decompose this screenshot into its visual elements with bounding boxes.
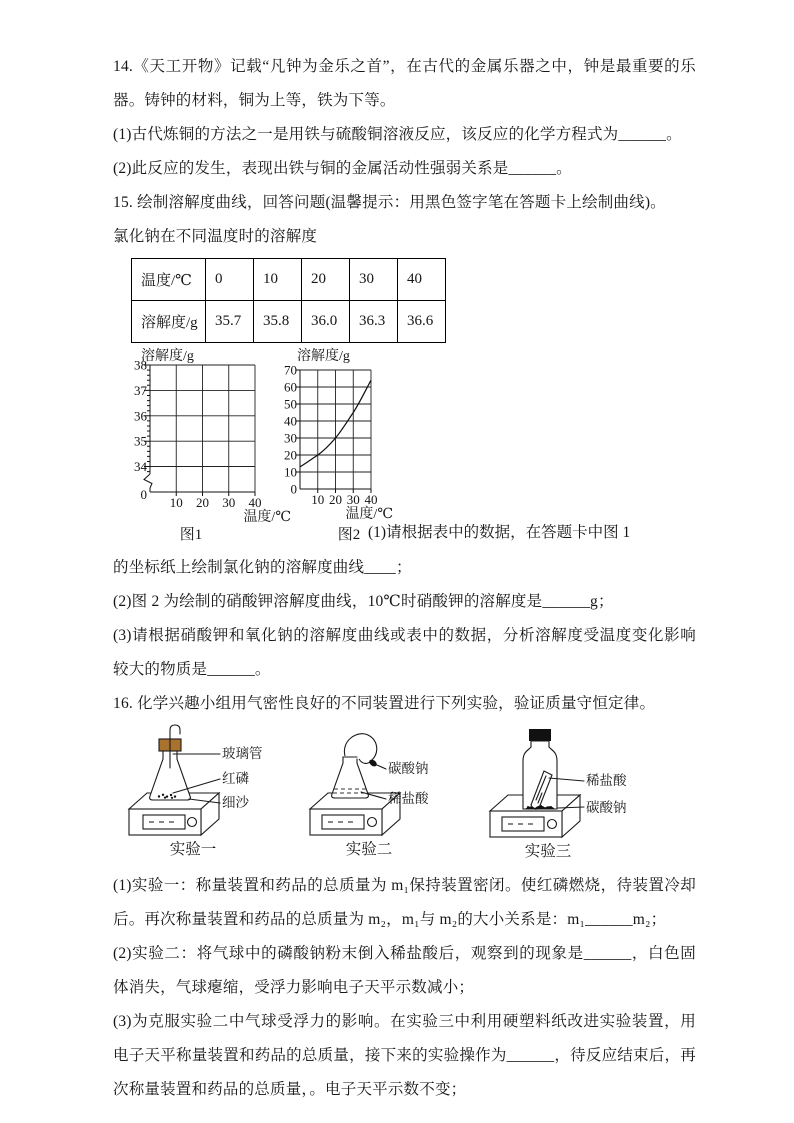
table-cell: 36.3 <box>350 301 398 343</box>
q15-part1-start: (1)请根据表中的数据，在答题卡中图 1 <box>368 524 631 541</box>
table-row-solubility <box>132 301 446 343</box>
y-tick-label: 40 <box>284 413 297 429</box>
table-row-temperature <box>132 259 446 301</box>
erlenmeyer-flask <box>150 725 191 800</box>
y-tick-label: 30 <box>284 430 297 446</box>
x-tick-label: 30 <box>346 492 360 507</box>
q16-part2: (2)实验二：将气球中的磷酸钠粉末倒入稀盐酸后，观察到的现象是______，白色固体消失，气球瘪缩，受浮力影响电子天平示数减小； <box>113 945 696 996</box>
experiment-figures <box>113 723 696 867</box>
y-tick-label: 36 <box>134 408 147 424</box>
figure2-caption: 图2 <box>337 527 361 543</box>
experiment2-figure <box>305 723 440 865</box>
table-cell: 20 <box>302 259 350 301</box>
solubility-charts <box>113 347 696 551</box>
figure2-x-ticks <box>318 489 371 493</box>
x-tick-label: 10 <box>169 495 183 510</box>
label-dilute-hcl: 稀盐酸 <box>388 791 429 806</box>
balance-scale <box>310 793 400 835</box>
figure2-x-axis-label: 温度/℃ <box>345 507 393 522</box>
x-tick-label: 20 <box>329 492 342 507</box>
figure1-gridlines <box>150 365 255 492</box>
y-tick-label: 37 <box>134 382 147 398</box>
y-tick-label: 60 <box>284 379 297 395</box>
y-tick-label: 34 <box>134 459 147 474</box>
table-header-solubility: 溶解度/g <box>132 301 206 343</box>
figure2-y-axis-label: 溶解度/g <box>297 349 350 364</box>
label-red-phosphorus: 红磷 <box>222 771 249 786</box>
x-tick-label: 30 <box>222 495 236 510</box>
experiment3-caption: 实验三 <box>524 843 572 860</box>
q15-intro: 15. 绘制溶解度曲线，回答问题(温馨提示：用黑色签字笔在答题卡上绘制曲线)。 <box>113 194 666 211</box>
y-tick-label: 50 <box>284 396 297 412</box>
q15-part2: (2)图 2 为绘制的硝酸钾溶解度曲线，10℃时硝酸钾的溶解度是______g； <box>113 593 614 610</box>
figure2-gridlines <box>300 370 371 489</box>
experiment2-caption: 实验二 <box>345 841 393 858</box>
y-tick-label: 0 <box>290 481 297 497</box>
bottle-cap <box>529 729 551 741</box>
table-cell: 35.8 <box>254 301 302 343</box>
label-sodium-carbonate: 碳酸钠 <box>586 800 627 815</box>
y-tick-label: 35 <box>134 433 147 449</box>
figure2-kno3-curve-chart <box>284 347 393 543</box>
figure1-x-ticks <box>176 492 255 496</box>
q14-part2: (2)此反应的发生，表现出铁与铜的金属活动性强弱关系是______。 <box>113 160 572 177</box>
origin-label: 0 <box>140 487 147 502</box>
figure1-x-axis-label: 温度/℃ <box>243 510 291 525</box>
table-cell: 10 <box>254 259 302 301</box>
figure1-y-axis-label: 溶解度/g <box>141 349 194 364</box>
q15-table-title: 氯化钠在不同温度时的溶解度 <box>113 228 318 245</box>
label-dilute-hcl: 稀盐酸 <box>586 773 627 788</box>
experiment1-figure <box>113 723 265 865</box>
plastic-bottle <box>523 729 557 809</box>
y-tick-label: 10 <box>284 464 297 480</box>
experiment3-figure <box>478 723 633 865</box>
table-cell: 30 <box>350 259 398 301</box>
q16-part3: (3)为克服实验二中气球受浮力的影响。在实验三中利用硬塑料纸改进实验装置，用电子天平称量装置和药品的总质量，接下来的实验操作为______，待反应结束后，再次称量装置和药品的总质量，。电子天平示数不变； <box>113 1013 696 1098</box>
label-fine-sand: 细沙 <box>222 795 249 810</box>
charts-canvas <box>121 347 411 547</box>
table-cell: 0 <box>206 259 254 301</box>
label-glass-tube: 玻璃管 <box>222 746 263 761</box>
table-cell: 35.7 <box>206 301 254 343</box>
y-tick-label: 20 <box>284 447 297 463</box>
experiment1-caption: 实验一 <box>169 841 217 858</box>
q14-intro: 14.《天工开物》记载“凡钟为金乐之首”，在古代的金属乐器之中，钟是最重要的乐器。铸钟的材料，铜为上等，铁为下等。 <box>113 58 696 109</box>
figure1-empty-grid-chart <box>134 347 291 543</box>
x-tick-label: 20 <box>196 495 209 510</box>
y-tick-label: 38 <box>134 357 147 373</box>
q15-part3: (3)请根据硝酸钾和氧化钠的溶解度曲线或表中的数据，分析溶解度受温度变化影响较大的物质是______。 <box>113 627 696 678</box>
x-tick-label: 40 <box>364 492 378 507</box>
label-sodium-carbonate: 碳酸钠 <box>388 761 429 776</box>
figure1-axis-break-icon <box>144 474 152 488</box>
solubility-table <box>131 258 446 343</box>
figure1-minor-ticks <box>147 370 150 472</box>
q14-part1: (1)古代炼铜的方法之一是用铁与硫酸铜溶液反应，该反应的化学方程式为______。 <box>113 126 682 143</box>
table-cell: 36.0 <box>302 301 350 343</box>
q15-part1-cont: 的坐标纸上绘制氯化钠的溶解度曲线____； <box>113 559 412 576</box>
y-tick-label: 70 <box>284 362 297 378</box>
table-header-temperature: 温度/℃ <box>132 259 206 301</box>
table-cell: 40 <box>398 259 446 301</box>
x-tick-label: 40 <box>248 495 262 510</box>
figure1-caption: 图1 <box>179 527 203 543</box>
q16-intro: 16. 化学兴趣小组用气密性良好的不同装置进行下列实验，验证质量守恒定律。 <box>113 695 656 712</box>
x-tick-label: 10 <box>311 492 325 507</box>
q16-part1: (1)实验一：称量装置和药品的总质量为 m₁保持装置密闭。使红磷燃烧，待装置冷却后。再次称量装置和药品的总质量为 m₂，m₁与 m₂的大小关系是：m₁______m₂； <box>113 877 696 928</box>
table-cell: 36.6 <box>398 301 446 343</box>
